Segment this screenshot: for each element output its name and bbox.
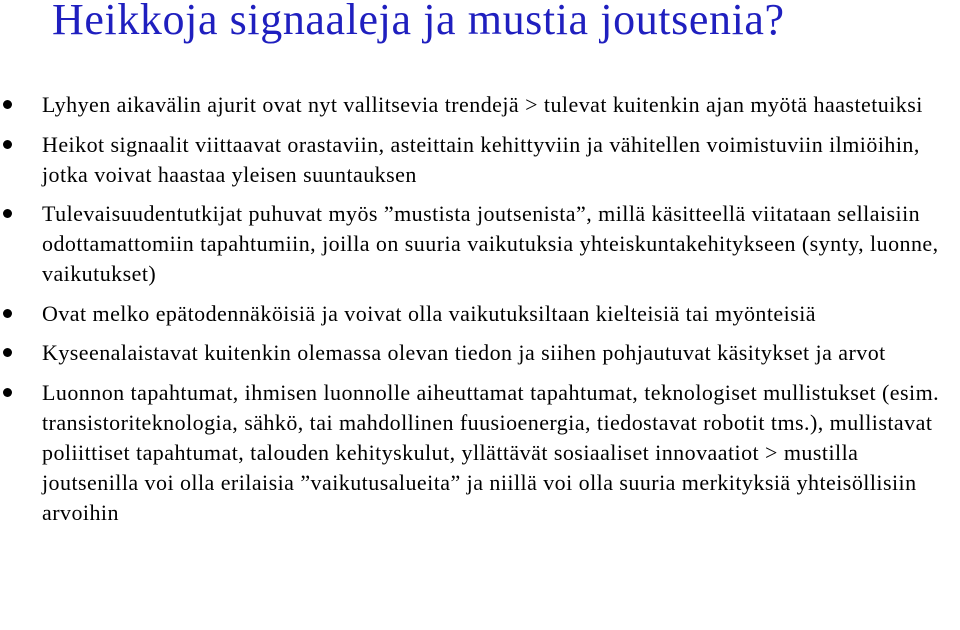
bullet-item [0,90,960,120]
bullet-text: Lyhyen aikavälin ajurit ovat nyt vallitsevia trendejä > tulevat kuitenkin ajan myötä haastetuiksi [42,92,923,117]
bullet-item [0,299,960,329]
bullet-dot-icon [3,140,12,149]
bullet-item [0,199,960,289]
bullet-dot-icon [3,348,12,357]
bullet-dot-icon [3,100,12,109]
bullet-text: Kyseenalaistavat kuitenkin olemassa olevan tiedon ja siihen pohjautuvat käsitykset ja arvot [42,340,886,365]
bullet-text: Heikot signaalit viittaavat orastaviin, asteittain kehittyviin ja vähitellen voimistuviin ilmiöihin, jotka voivat haastaa yleisen suuntauksen [42,131,920,187]
bullet-text: Luonnon tapahtumat, ihmisen luonnolle aiheuttamat tapahtumat, teknologiset mullistukset (esim. transistoriteknologia, sähkö, tai mahdollinen fuusioenergia, tiedostavat robotit tms.), mullistavat poliittiset tapahtumat, talouden kehityskulut, yllättävät sosiaaliset innovaatiot > mustilla joutsenilla voi olla erilaisia ”vaikutusalueita” ja niillä voi olla suuria merkityksiä yhteisöllisiin arvoihin [42,379,940,525]
bullet-dot-icon [3,388,12,397]
slide-title: Heikkoja signaaleja ja mustia joutsenia? [52,0,785,44]
bullet-item [0,378,960,528]
bullet-item [0,130,960,190]
bullet-text: Tulevaisuudentutkijat puhuvat myös ”mustista joutsenista”, millä käsitteellä viitataan sellaisiin odottamattomiin tapahtumiin, joilla on suuria vaikutuksia yhteiskuntakehitykseen (synty, luonne, vaikutukset) [42,201,939,286]
bullet-dot-icon [3,209,12,218]
bullet-list [0,90,960,537]
bullet-dot-icon [3,309,12,318]
bullet-text: Ovat melko epätodennäköisiä ja voivat olla vaikutuksiltaan kielteisiä tai myönteisiä [42,300,816,326]
bullet-item [0,338,960,368]
